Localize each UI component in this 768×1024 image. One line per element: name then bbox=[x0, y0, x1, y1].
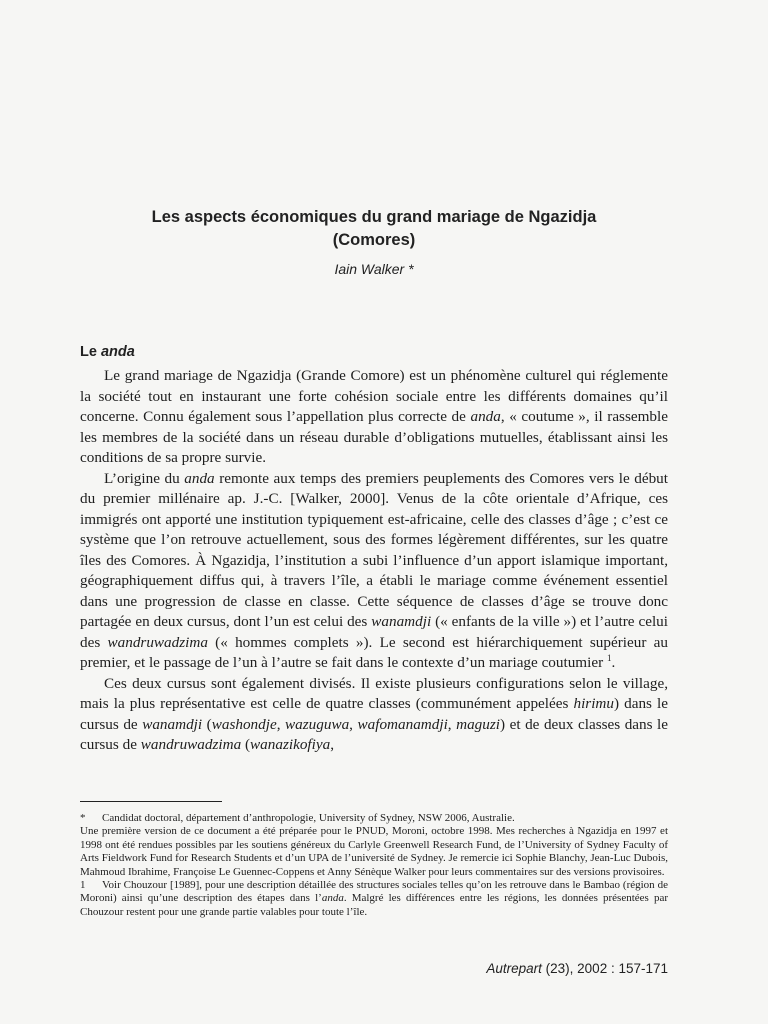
footnote-1 bbox=[80, 879, 668, 919]
author-name: Iain Walker * bbox=[334, 261, 414, 277]
footnote-star-text: Candidat doctoral, département d’anthropologie, University of Sydney, NSW 2006, Australie. bbox=[102, 812, 515, 824]
p3-text-2: ) dans le cursus de bbox=[80, 695, 668, 733]
p3-emph-5: wafomanamdji bbox=[357, 715, 448, 733]
p3-text-5: , bbox=[349, 715, 358, 733]
p2-text-3: (« enfants de la ville ») et l’autre celui des bbox=[80, 613, 668, 651]
p3-emph-6: maguzi bbox=[456, 715, 501, 733]
p3-text-8: ( bbox=[241, 736, 251, 753]
p2-emph-2: wanamdji bbox=[371, 613, 432, 630]
p2-emph-1: anda bbox=[184, 469, 215, 487]
paragraph-2 bbox=[80, 469, 668, 674]
p3-emph-8: wanazikofiya bbox=[250, 736, 331, 753]
p1-emph-1: anda bbox=[470, 408, 501, 425]
p2-text-5: . bbox=[611, 654, 616, 671]
p2-emph-3: wandruwadzima bbox=[107, 633, 208, 651]
footnotes bbox=[80, 812, 668, 919]
title-line-2: (Comores) bbox=[332, 231, 416, 249]
footnote-star-continuation: Une première version de ce document a été préparée pour le PNUD, Moroni, octobre 1998. Mes recherches à Ngazidja en 1997 et 1998 ont été rendues possibles par les soutiens généreux du Carlyle Greenwell Research Fund, de l’University of Sydney Faculty of Arts Fieldwork Fund for Research Students et d’un UPA de l’université de Sydney. Je remercie ici Sophie Blanchy, Jean-Luc Dubois, Mahmoud Ibrahime, Françoise Le Guennec-Coppens et Anny Sénèque Walker pour leurs commentaires sur des versions provisoires. bbox=[80, 825, 668, 878]
article-title bbox=[80, 206, 668, 252]
p3-emph-4: wazuguwa bbox=[285, 715, 350, 733]
journal-name: Autrepart bbox=[486, 961, 542, 976]
p3-text-7: ) et de deux classes dans le cursus de bbox=[80, 715, 669, 753]
p3-text-1: Ces deux cursus sont également divisés. Il existe plusieurs configurations selon le village, mais la plus représentative est celle de quatre classes (communément appelées bbox=[80, 674, 668, 712]
section-heading-emph: anda bbox=[100, 344, 135, 360]
footnote-1-text-1: Voir Chouzour [1989], pour une description détaillée des structures sociales telles qu’on les retrouve dans le Bambao (région de Moroni) ainsi qu’une description des étapes dans l’ bbox=[80, 879, 668, 905]
footnote-1-mark: 1 bbox=[80, 879, 86, 892]
footnote-1-emph: anda bbox=[321, 892, 344, 905]
footnote-divider bbox=[80, 801, 222, 802]
paragraph-3 bbox=[80, 674, 668, 756]
p1-text-1: Le grand mariage de Ngazidja (Grande Comore) est un phénomène culturel qui réglemente la société tout en instaurant une forte cohésion sociale entre les différents domaines qu’il concerne. Connu également sous l’appellation plus correcte de bbox=[80, 367, 668, 425]
section-heading-prefix: Le bbox=[80, 344, 101, 360]
p3-emph-2: wanamdji bbox=[142, 715, 203, 733]
p1-text-2: , « coutume », il rassemble les membres de la société dans un réseau durable d’obligations mutuelles, établissant ainsi les conditions de sa propre survie. bbox=[80, 408, 668, 466]
footnote-ref-1: 1 bbox=[606, 652, 612, 663]
p2-text-1: L’origine du bbox=[104, 469, 185, 487]
paragraph-1 bbox=[80, 366, 668, 469]
footnote-star-mark: * bbox=[80, 812, 86, 824]
p2-text-2: remonte aux temps des premiers peuplements des Comores vers le début du premier millénaire ap. J.-C. [Walker, 2000]. Venus de la côte orientale d’Afrique, ces immigrés ont apporté une institution typiquement est-africaine, celle des classes d’âge ; c’est ce système que l’on retrouve actuellement, sous des formes légèrement différentes, sur les quatre îles des Comores. À Ngazidja, l’institution a subi l’influence d’un apport islamique important, géographiquement diffus qui, à travers l’île, a établi le mariage comme événement essentiel dans une progression de classe en classe. Cette séquence de classes d’âge se trouve donc partagée en deux cursus, dont l’un est celui des bbox=[80, 469, 668, 630]
body-text bbox=[80, 366, 668, 756]
p3-text-9: , bbox=[330, 736, 334, 753]
section-heading bbox=[80, 342, 135, 362]
p3-text-3: ( bbox=[202, 715, 212, 733]
p3-text-4: , bbox=[276, 715, 286, 733]
footnote-star bbox=[80, 812, 668, 825]
journal-citation bbox=[486, 961, 668, 976]
footnote-1-text-2: . Malgré les différences entre les régions, les données présentées par Chouzour restent pour une grande partie valables pour toute l’île. bbox=[80, 892, 668, 918]
p3-emph-7: wandruwadzima bbox=[140, 736, 242, 753]
p3-emph-1: hirimu bbox=[573, 695, 614, 712]
p3-emph-3: washondje bbox=[211, 715, 277, 733]
journal-issue-pages: (23), 2002 : 157-171 bbox=[541, 961, 668, 976]
p3-text-6: , bbox=[447, 715, 457, 733]
title-line-1: Les aspects économiques du grand mariage de Ngazidja bbox=[151, 208, 597, 226]
p2-text-4: (« hommes complets »). Le second est hiérarchiquement supérieur au premier, et le passage de l’un à l’autre se fait dans le contexte d’un mariage coutumier bbox=[80, 633, 668, 671]
